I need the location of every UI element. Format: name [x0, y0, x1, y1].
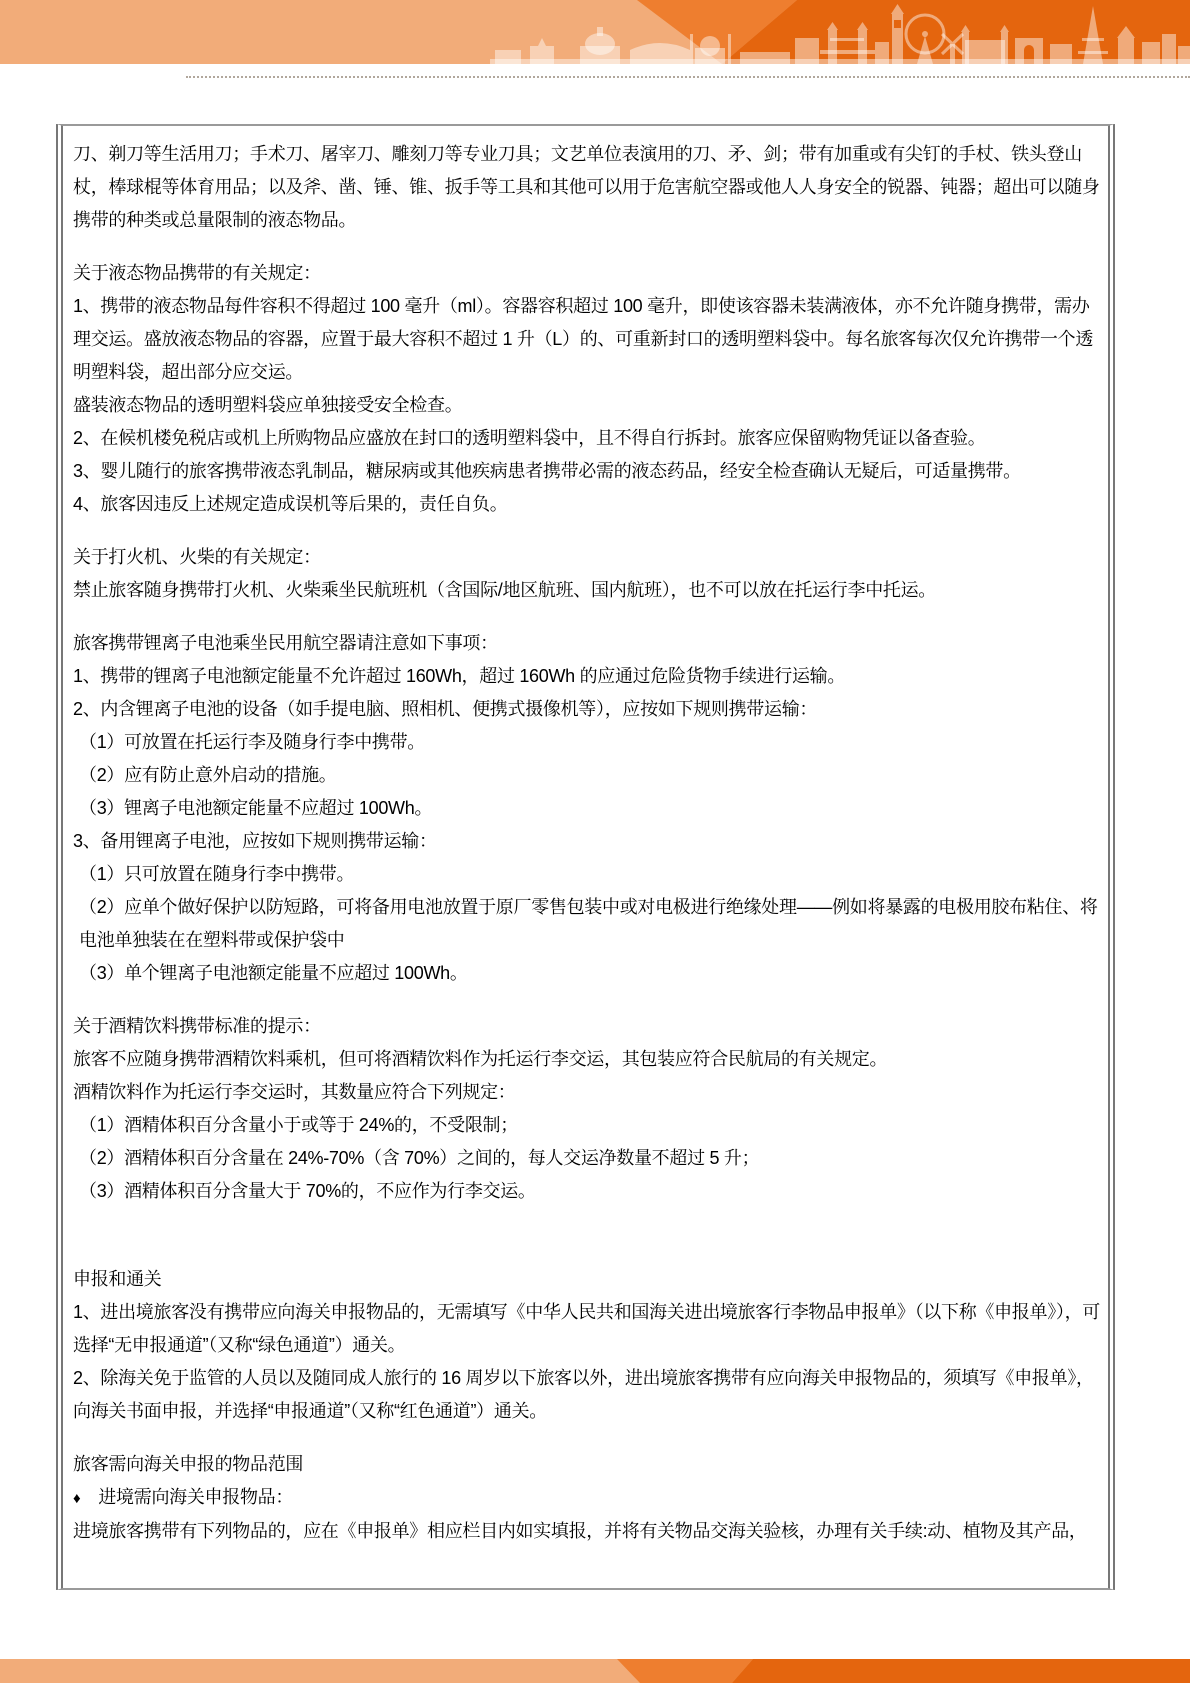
section-heading-alcohol: 关于酒精饮料携带标准的提示：	[73, 1016, 321, 1036]
numbered-item: 1、进出境旅客没有携带应向海关申报物品的，无需填写《中华人民共和国海关进出境旅客行李物品申报单》（以下称《申报单》），可选择“无申报通道”（又称“绿色通道”）通关。	[73, 1302, 1101, 1355]
dotted-divider	[186, 76, 1190, 78]
numbered-item: 2、内含锂离子电池的设备（如手提电脑、照相机、便携式摄像机等），应按如下规则携带运输：	[73, 699, 818, 719]
clock-face-icon	[894, 20, 901, 28]
body-paragraph: 旅客不应随身携带酒精饮料乘机，但可将酒精饮料作为托运行李交运，其包装应符合民航局的有关规定。	[73, 1049, 888, 1069]
numbered-item: 3、备用锂离子电池，应按如下规则携带运输：	[73, 831, 437, 851]
body-paragraph: 禁止旅客随身携带打火机、火柴乘坐民航班机（含国际/地区航班、国内航班），也不可以放在托运行李中托运。	[73, 580, 936, 600]
section-heading-lithium: 旅客携带锂离子电池乘坐民用航空器请注意如下事项：	[73, 633, 498, 653]
sub-list-item: （3）锂离子电池额定能量不应超过 100Wh。	[79, 798, 433, 818]
sub-list-item: （3）酒精体积百分含量大于 70%的，不应作为行李交运。	[79, 1181, 536, 1201]
section-heading-liquids: 关于液态物品携带的有关规定：	[73, 263, 321, 283]
bullet-item-text: 进境需向海关申报物品：	[98, 1487, 294, 1507]
section-heading-customs: 申报和通关	[73, 1269, 162, 1289]
body-paragraph: 酒精饮料作为托运行李交运时，其数量应符合下列规定：	[73, 1082, 516, 1102]
sub-list-item: （2）酒精体积百分含量在 24%-70%（含 70%）之间的，每人交运净数量不超过 5 升；	[79, 1148, 760, 1168]
numbered-item: 2、在候机楼免税店或机上所购物品应盛放在封口的透明塑料袋中，且不得自行拆封。旅客应保留购物凭证以备查验。	[73, 428, 986, 448]
notice-content-box	[56, 124, 1115, 1590]
numbered-item: 3、婴儿随行的旅客携带液态乳制品，糖尿病或其他疾病患者携带必需的液态药品，经安全检查确认无疑后，可适量携带。	[73, 461, 1021, 481]
body-paragraph: 刀、剃刀等生活用刀；手术刀、屠宰刀、雕刻刀等专业刀具；文艺单位表演用的刀、矛、剑；带有加重或有尖钉的手杖、铁头登山杖，棒球棍等体育用品；以及斧、凿、锤、锥、扳手等工具和其他可以用于危害航空器或他人人身安全的锐器、钝器；超出可以随身携带的种类或总量限制的液态物品。	[73, 144, 1100, 230]
city-skyline-graphic	[490, 0, 1190, 64]
footer-band	[0, 1659, 1190, 1683]
numbered-item: 1、携带的锂离子电池额定能量不允许超过 160Wh，超过 160Wh 的应通过危险货物手续进行运输。	[73, 666, 846, 686]
numbered-item: 2、除海关免于监管的人员以及随同成人旅行的 16 周岁以下旅客以外，进出境旅客携带有应向海关申报物品的，须填写《申报单》，向海关书面申报，并选择“申报通道”（又称“红色通道”）通关。	[73, 1368, 1094, 1421]
numbered-item: 4、旅客因违反上述规定造成误机等后果的，责任自负。	[73, 494, 508, 514]
body-paragraph: 进境旅客携带有下列物品的，应在《申报单》相应栏目内如实填报，并将有关物品交海关验核，办理有关手续:动、植物及其产品，	[73, 1521, 1087, 1541]
footer-band-dark-region	[0, 1659, 1190, 1683]
diamond-bullet-icon: ♦	[73, 1490, 81, 1507]
sub-list-item: （1）可放置在托运行李及随身行李中携带。	[79, 732, 426, 752]
section-heading-lighters: 关于打火机、火柴的有关规定：	[73, 547, 321, 567]
sub-list-item: （3）单个锂离子电池额定能量不应超过 100Wh。	[79, 963, 468, 983]
sub-list-item: （2）应单个做好保护以防短路，可将备用电池放置于原厂零售包装中或对电极进行绝缘处理——例如将暴露的电极用胶布粘住、将电池单独装在在塑料带或保护袋中	[79, 897, 1098, 950]
numbered-item: 1、携带的液态物品每件容积不得超过 100 毫升（ml）。容器容积超过 100 毫升，即使该容器未装满液体，亦不允许随身携带，需办理交运。盛放液态物品的容器，应置于最大容积不超过 1 升（L）的、可重新封口的透明塑料袋中。每名旅客每次仅允许携带一个透明塑料袋，超出部分应交运。	[73, 296, 1094, 382]
section-heading-declare-scope: 旅客需向海关申报的物品范围	[73, 1454, 304, 1474]
header-band	[0, 0, 1190, 64]
sub-list-item: （2）应有防止意外启动的措施。	[79, 765, 337, 785]
sub-list-item: （1）酒精体积百分含量小于或等于 24%的，不受限制；	[79, 1115, 518, 1135]
body-paragraph: 盛装液态物品的透明塑料袋应单独接受安全检查。	[73, 395, 463, 415]
bullet-item	[73, 1481, 1103, 1515]
sub-list-item: （1）只可放置在随身行李中携带。	[79, 864, 355, 884]
